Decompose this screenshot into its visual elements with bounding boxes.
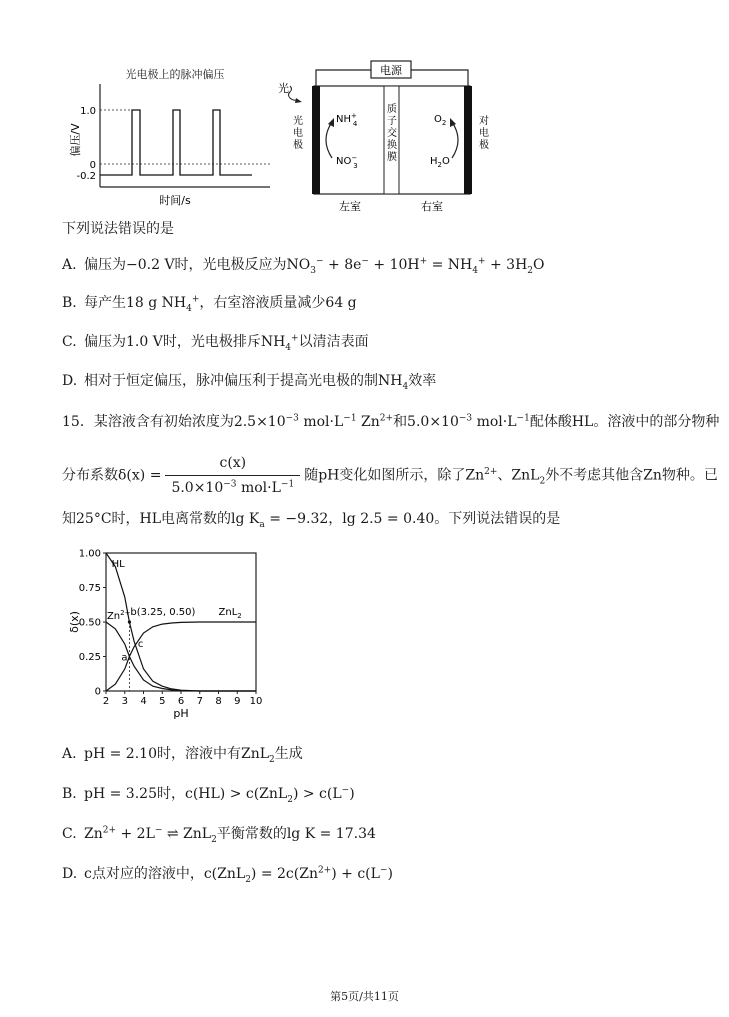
svg-text:换: 换 xyxy=(387,140,397,151)
species-o2: $O_2$ xyxy=(434,114,447,127)
svg-text:电: 电 xyxy=(293,128,303,139)
x-tick-label: 6 xyxy=(177,696,185,707)
right-cycle-arrow-icon xyxy=(452,122,458,158)
series-line-1 xyxy=(106,622,256,691)
q15-option-c: C. $Zn^{2+} + 2L^-$ ⇌ ZnL$_2$平衡常数的lg K = 17.34 xyxy=(62,825,376,845)
svg-text:交: 交 xyxy=(387,128,397,139)
x-tick-label: 7 xyxy=(196,696,203,707)
label-hl: HL xyxy=(111,558,125,570)
series-line-2 xyxy=(106,622,256,691)
q15-option-a: A. pH = 2.10时，溶液中有ZnL$_2$生成 xyxy=(62,746,303,765)
y-axis-label: δ(x) xyxy=(68,611,81,633)
svg-text:极: 极 xyxy=(479,140,489,151)
q15-line2: 分布系数δ(x) = $\frac{c(x)}{5.0\times 10^{-3} mol\cdot L^{-1}}$ 随pH变化如图所示，除了$Zn^{2+}$、ZnL$_2$外不考虑其他含Zn物种。已 xyxy=(62,452,718,499)
y-tick-label: 0.50 xyxy=(78,617,101,629)
ytick-1: 1.0 xyxy=(80,106,96,117)
ytick-neg: -0.2 xyxy=(76,171,96,182)
svg-text:对: 对 xyxy=(479,116,489,127)
x-tick-label: 9 xyxy=(234,696,241,707)
ytick-0: 0 xyxy=(89,160,96,171)
left-cycle-arrow-icon xyxy=(326,122,332,158)
y-tick-label: 0.75 xyxy=(78,583,101,594)
x-tick-label: 3 xyxy=(121,696,128,707)
pulse-bias-chart xyxy=(70,62,280,212)
left-room-label: 左室 xyxy=(339,200,361,213)
q14-option-b: B. 每产生18 g $NH_4^+$，右室溶液质量减少64 g xyxy=(62,294,357,314)
y-tick-label: 1.00 xyxy=(78,548,101,560)
counter-electrode xyxy=(464,86,472,194)
light-label: 光 xyxy=(278,82,289,95)
annotation-a: a xyxy=(121,652,128,664)
svg-text:质: 质 xyxy=(387,104,397,115)
svg-text:光: 光 xyxy=(293,116,303,127)
q14-option-c: C. 偏压为1.0 V时，光电极排斥$NH_4^+$以清洁表面 xyxy=(62,333,369,353)
right-room-label: 右室 xyxy=(421,200,443,213)
page-footer: 第5页/共11页 xyxy=(330,990,399,1003)
q14-option-a: A. 偏压为−0.2 V时，光电极反应为$NO_3^- + 8e^- + 10H^+ = NH_4^+ + 3H_2O$ xyxy=(62,256,545,276)
photo-electrode xyxy=(312,86,320,194)
annotation-c: c xyxy=(137,638,144,650)
x-tick-label: 10 xyxy=(249,696,263,707)
distribution-chart xyxy=(70,543,270,728)
species-h2o: $H_2O$ xyxy=(430,156,450,169)
q14-option-d: D. 相对于恒定偏压，脉冲偏压利于提高光电极的制$NH_4$效率 xyxy=(62,373,437,392)
svg-text:子: 子 xyxy=(387,116,397,127)
svg-text:电: 电 xyxy=(479,128,489,139)
x-axis-label: pH xyxy=(173,707,189,720)
label-zn2: $Zn^{2+}$ xyxy=(106,609,131,623)
light-arrow-icon xyxy=(289,86,299,100)
x-tick-label: 5 xyxy=(159,696,166,707)
pulse-chart-title: 光电极上的脉冲偏压 xyxy=(125,68,225,81)
species-nh4: NH+ 4 xyxy=(336,112,358,128)
y-tick-label: 0.25 xyxy=(78,652,101,663)
x-tick-label: 2 xyxy=(102,696,110,707)
x-tick-label: 8 xyxy=(215,696,222,707)
q14-stem: 下列说法错误的是 xyxy=(62,221,174,237)
q15-option-d: D. c点对应的溶液中，$c(ZnL_2) = 2c(Zn^{2+}) + c(L^-)$ xyxy=(62,865,393,885)
pulse-xlabel: 时间/s xyxy=(159,194,191,207)
x-tick-label: 4 xyxy=(140,696,147,707)
svg-text:膜: 膜 xyxy=(387,152,397,163)
power-source-label: 电源 xyxy=(380,64,402,77)
annotation-b: b(3.25, 0.50) xyxy=(130,607,196,619)
svg-text:极: 极 xyxy=(293,140,303,151)
point-b xyxy=(128,620,131,623)
label-znl2: ZnL$_2$ xyxy=(218,607,242,621)
species-no3: NO− 3 xyxy=(336,154,358,170)
pulse-ylabel: 偏压/V xyxy=(69,123,82,157)
pulse-waveform xyxy=(100,110,252,175)
electrolysis-cell-diagram xyxy=(276,58,496,214)
q15-option-b: B. pH = 3.25时，c(HL) > c(ZnL$_2$) > c(L−) xyxy=(62,785,355,805)
q15-line3: 知25°C时，HL电离常数的$\lg K_a = -9.32$，lg 2.5 = 0.40。下列说法错误的是 xyxy=(62,511,561,530)
q15-line1: 15．某溶液含有初始浓度为$2.5\times 10^{-3}$ $mol\cdot L^{-1}$ $Zn^{2+}$和$5.0\times 10^{-3}$ $mol\cdot L^{-1}$配体酸HL。溶液中的部分物种 xyxy=(62,413,720,430)
y-tick-label: 0 xyxy=(94,686,101,698)
distribution-fraction: $\frac{c(x)}{5.0\times 10^{-3} mol\cdot L^{-1}}$ xyxy=(165,452,300,499)
